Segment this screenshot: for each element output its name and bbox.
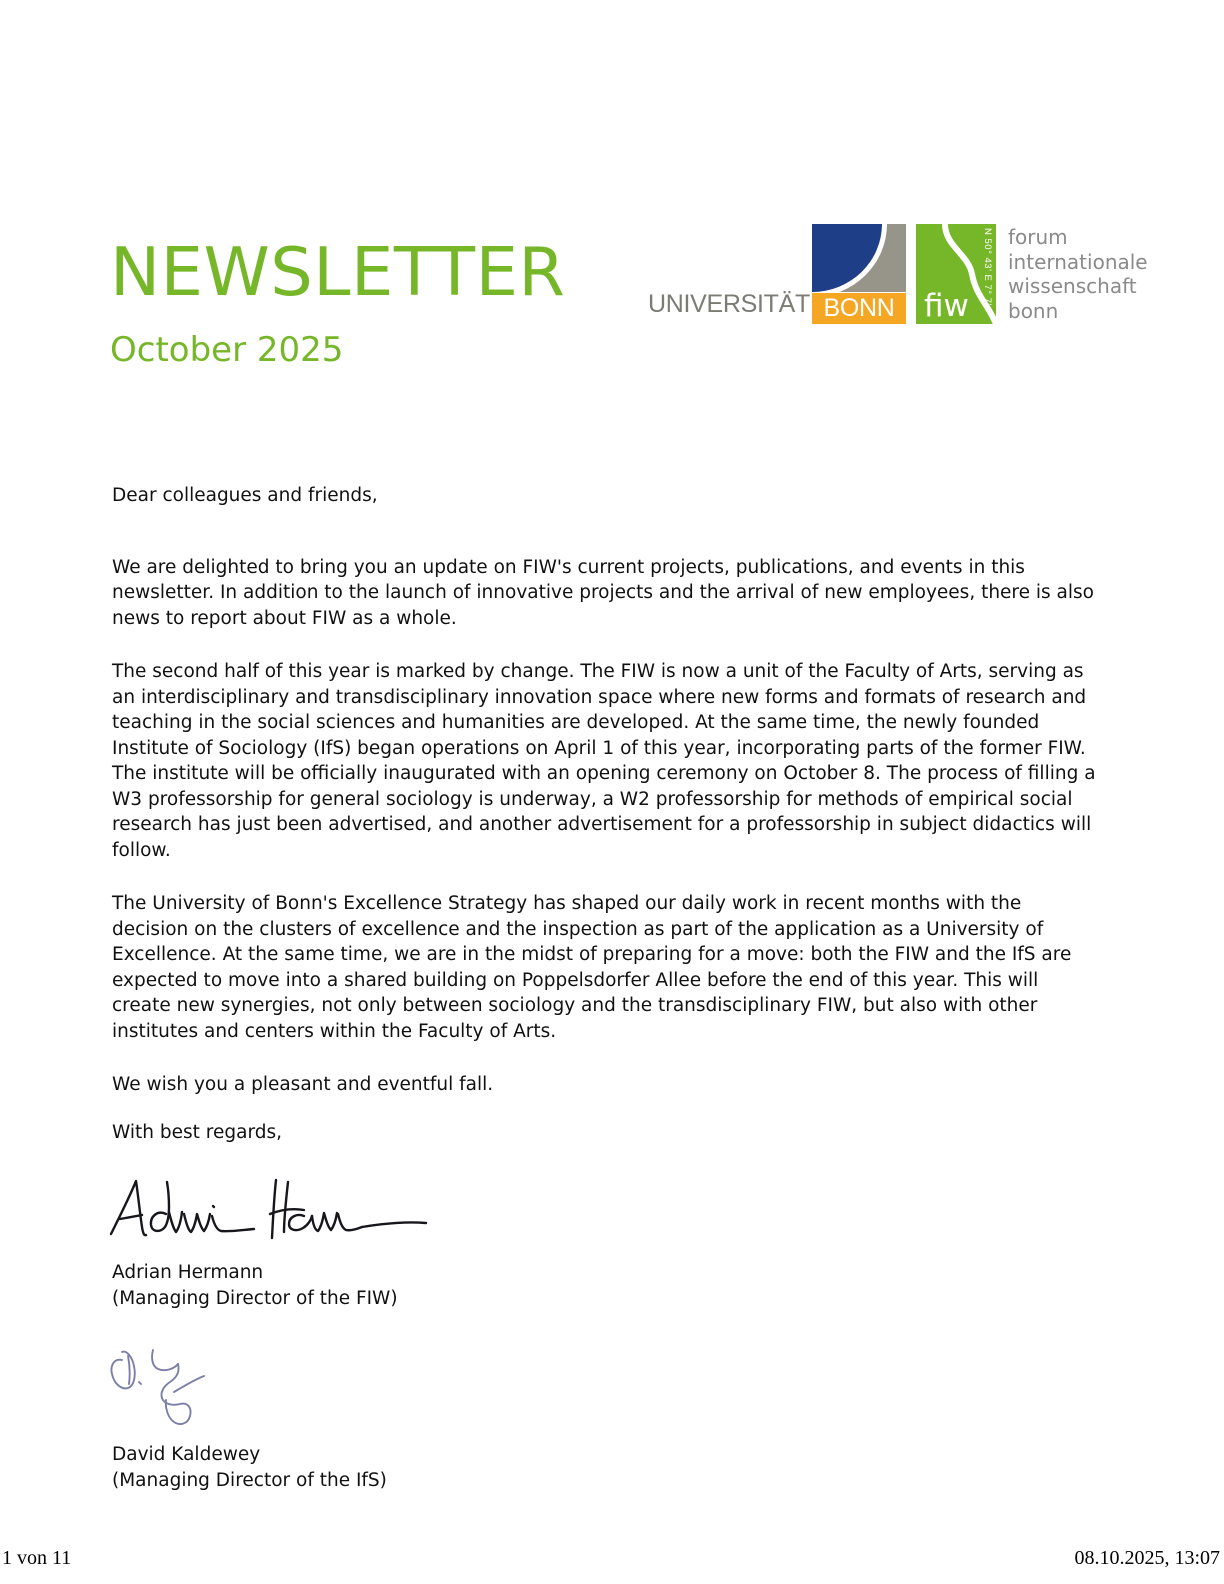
title-block	[110, 233, 566, 371]
paragraph-change: The second half of this year is marked by change. The FIW is now a unit of the Faculty of Arts, serving as an interdisciplinary and transdisciplinary innovation space where new forms and formats of research and teaching in the social sciences and humanities are developed. At the same time, the newly founded Institute of Sociology (IfS) began operations on April 1 of this year, incorporating parts of the former FIW. The institute will be officially inaugurated with an opening ceremony on October 8. The process of filling a W3 professorship for general sociology is underway, a W2 professorship for methods of empirical social research has just been advertised, and another advertisement for a professorship in subject didactics will follow.	[112, 661, 1096, 861]
paragraph-excellence: The University of Bonn's Excellence Strategy has shaped our daily work in recent months with the decision on the clusters of excellence and the inspection as part of the application as a University of Excellence. At the same time, we are in the midst of preparing for a move: both the FIW and the IfS are expected to move into a shared building on Poppelsdorfer Allee before the end of this year. This will create new synergies, not only between sociology and the transdisciplinary FIW, but also with other institutes and centers within the Faculty of Arts.	[112, 893, 1072, 1042]
university-bonn-bar	[812, 293, 906, 324]
universitaet-wordmark: UNIVERSITÄT	[648, 290, 810, 318]
paragraph-intro: We are delighted to bring you an update on FIW's current projects, publications, and events in this newsletter. In addition to the launch of innovative projects and the arrival of new employees, there is also news to report about FIW as a whole.	[112, 556, 1094, 629]
issue-date: October 2025	[110, 330, 344, 371]
signer-adrian-hermann	[112, 1260, 398, 1311]
page-title: NEWSLETTER	[110, 233, 566, 311]
print-timestamp: 08.10.2025, 13:07	[1074, 1547, 1220, 1569]
fiw-fullname-line-1: forum	[1008, 225, 1068, 249]
closing-line: With best regards,	[112, 1122, 282, 1143]
signature-david-kaldewey-icon	[108, 1338, 248, 1428]
signer-two-name: David Kaldewey	[112, 1444, 261, 1465]
salutation: Dear colleagues and friends,	[112, 485, 378, 506]
fiw-fullname-line-4: bonn	[1008, 298, 1059, 323]
fiw-fullname-line-2: internationale	[1008, 249, 1148, 274]
signer-one-role: (Managing Director of the FIW)	[112, 1287, 398, 1309]
page-header	[0, 0, 1224, 420]
fiw-abbreviation: fiw	[924, 288, 969, 324]
page-indicator: 1 von 11	[2, 1547, 72, 1569]
signer-two-role: (Managing Director of the IfS)	[112, 1469, 387, 1491]
university-square-icon	[812, 224, 906, 292]
bonn-wordmark: BONN	[823, 294, 895, 322]
signer-one-name: Adrian Hermann	[112, 1262, 264, 1283]
university-blue-quarter-icon	[812, 224, 882, 292]
signature-adrian-hermann-icon	[108, 1172, 448, 1242]
university-bonn-logo	[648, 224, 906, 324]
university-bonn-mark	[812, 224, 906, 324]
page-footer	[0, 1544, 1224, 1570]
fiw-logo	[916, 224, 1148, 324]
fiw-fullname-line-3: wissenschaft	[1008, 274, 1137, 298]
signer-david-kaldewey	[112, 1442, 387, 1493]
paragraph-wishes: We wish you a pleasant and eventful fall.	[112, 1074, 494, 1095]
letter-body	[112, 483, 1102, 1098]
fiw-fullname	[1008, 225, 1148, 324]
logo-lockup	[648, 220, 1148, 324]
fiw-green-box	[916, 224, 996, 324]
fiw-coordinates-label: N 50° 43' E 7° 7'	[982, 228, 993, 306]
